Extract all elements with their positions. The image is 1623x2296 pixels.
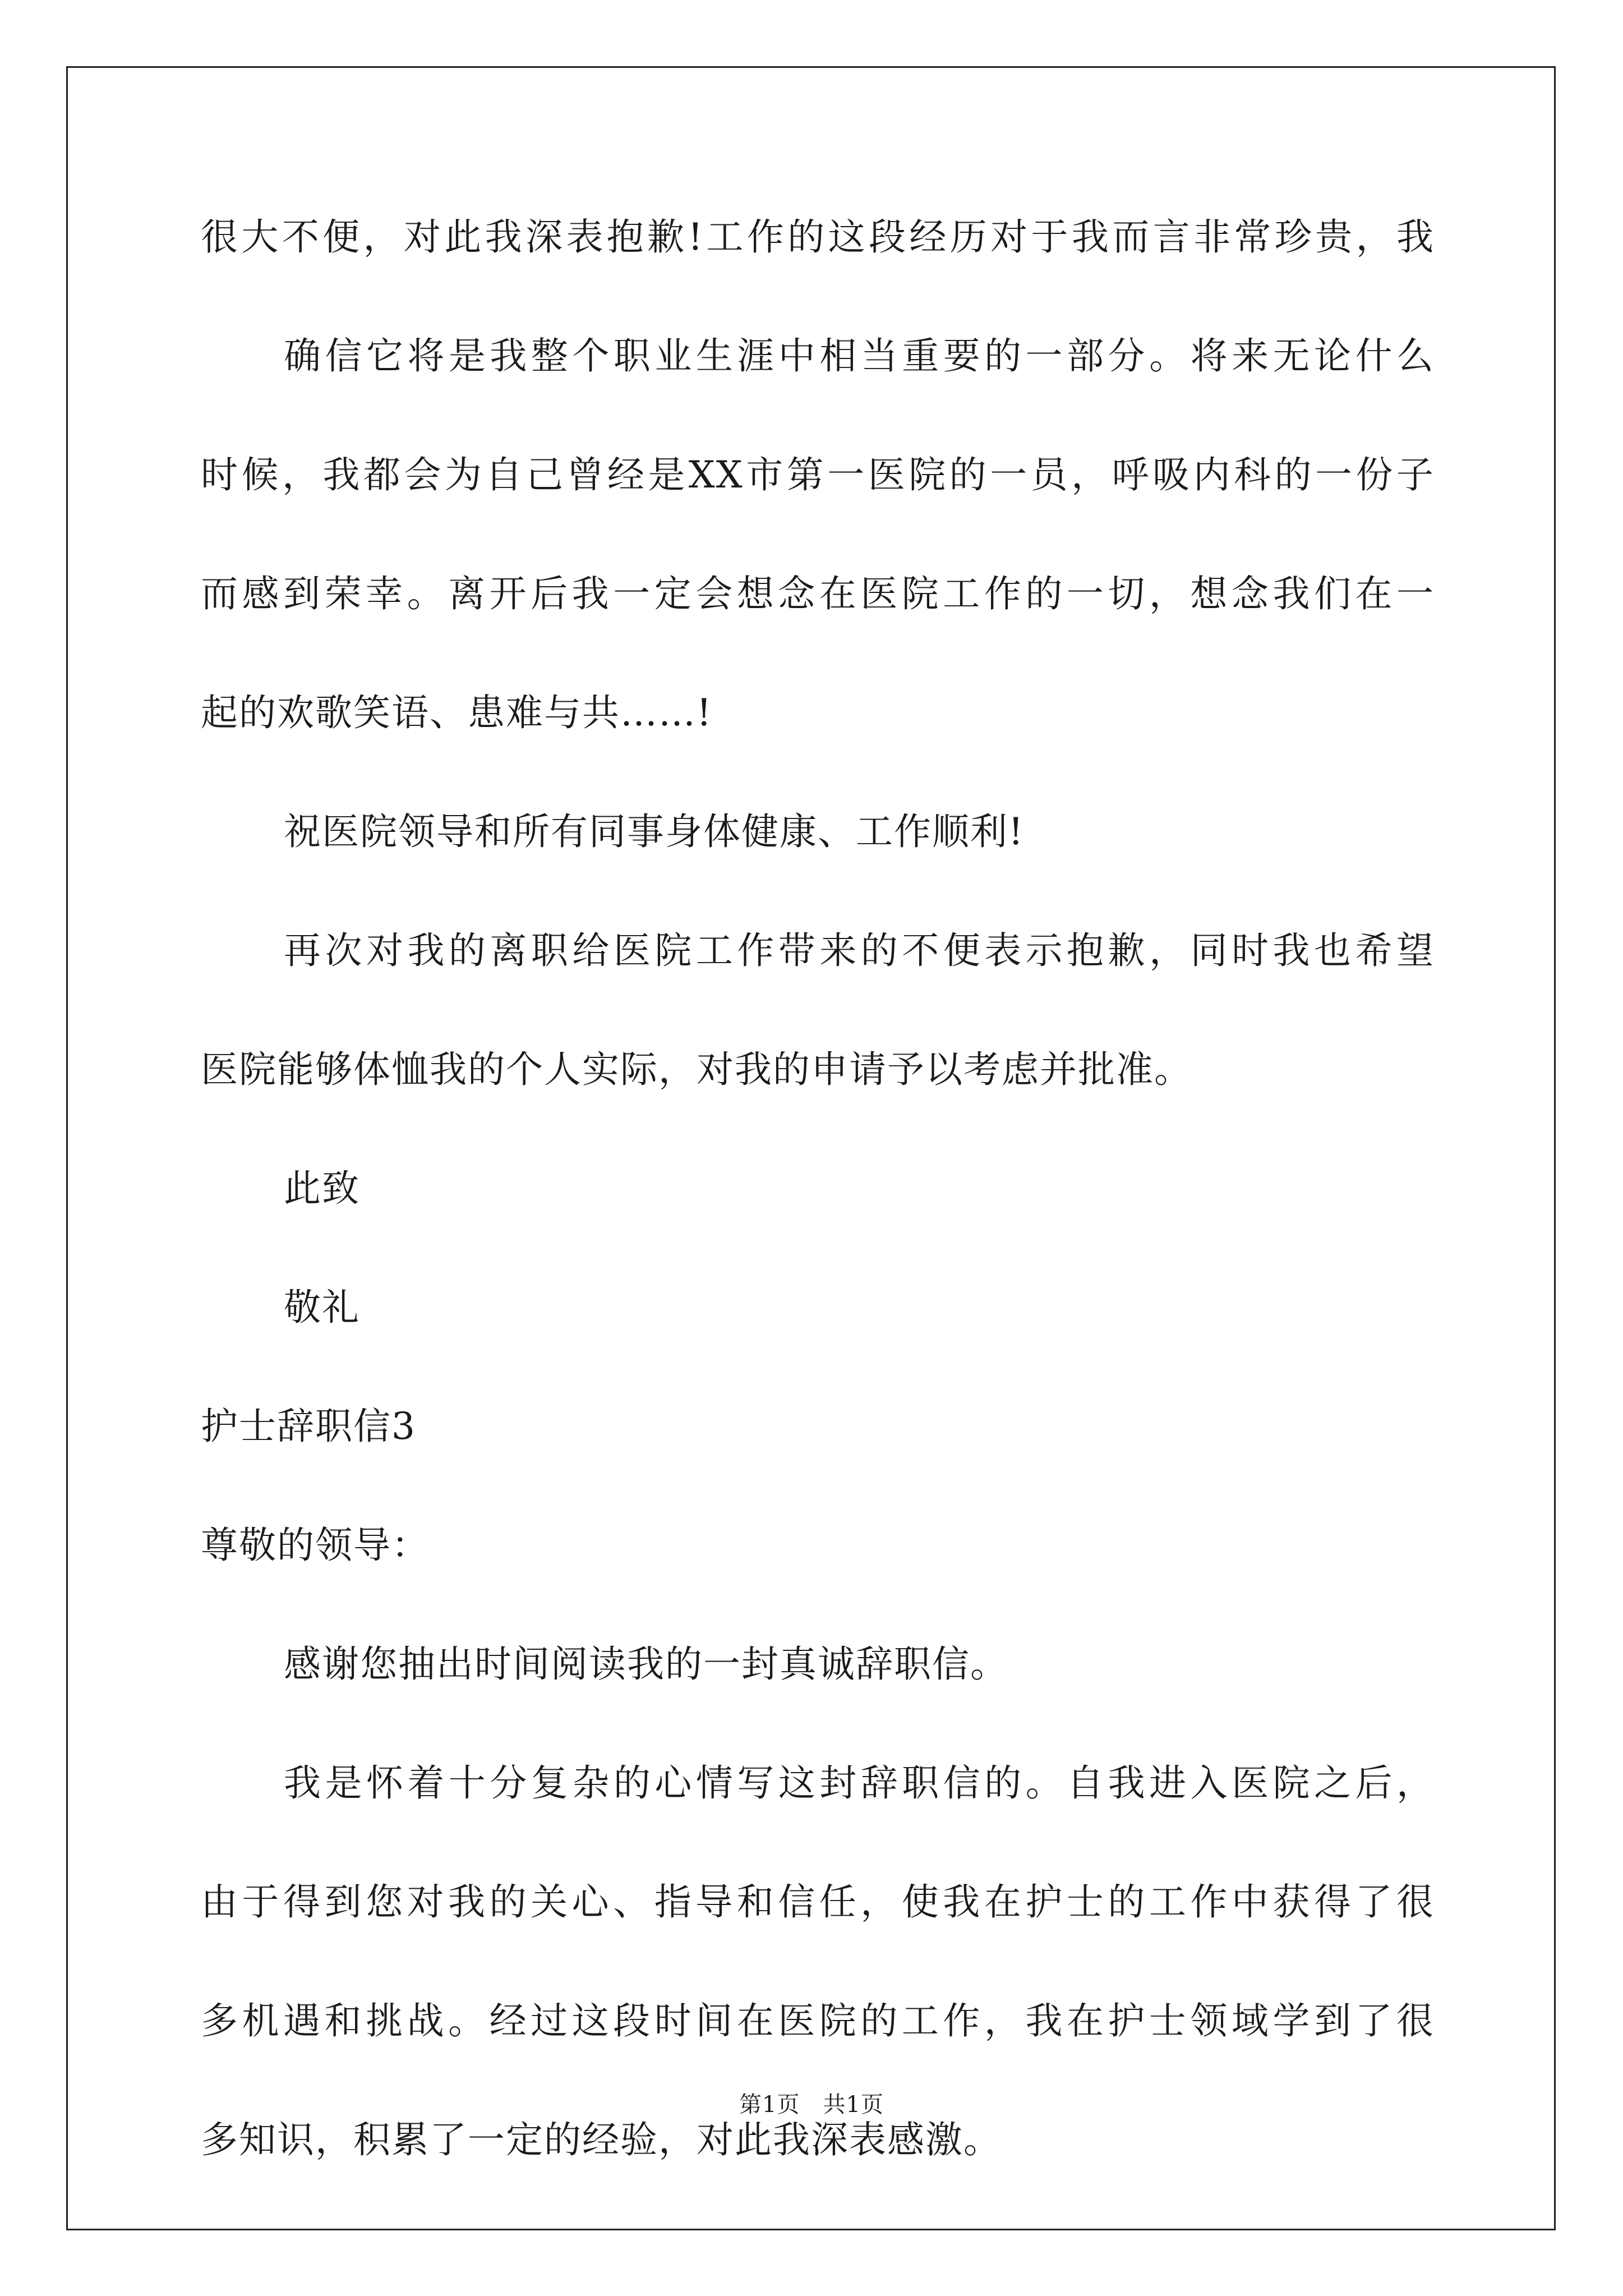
paragraph-line: 时候，我都会为自己曾经是XX市第一医院的一员，呼吸内科的一份子 [201,453,1435,496]
paragraph-line: 确信它将是我整个职业生涯中相当重要的一部分。将来无论什么 [284,334,1435,378]
closing-salutation: 此致 [284,1167,360,1210]
paragraph-line: 多知识，积累了一定的经验，对此我深表感激。 [201,2118,1002,2161]
page-number: 第1页 共1页 [739,2092,884,2118]
paragraph-line: 感谢您抽出时间阅读我的一封真诚辞职信。 [284,1642,1008,1686]
section-heading: 护士辞职信3 [201,1405,416,1448]
paragraph-line: 起的欢歌笑语、患难与共……! [201,691,713,734]
paragraph-line: 祝医院领导和所有同事身体健康、工作顺利! [284,810,1025,853]
paragraph-line: 很大不便，对此我深表抱歉!工作的这段经历对于我而言非常珍贵，我 [201,215,1435,259]
closing-salutation: 敬礼 [284,1286,360,1329]
paragraph-line: 由于得到您对我的关心、指导和信任，使我在护士的工作中获得了很 [201,1880,1435,1924]
letter-greeting: 尊敬的领导： [201,1524,430,1567]
paragraph-line: 而感到荣幸。离开后我一定会想念在医院工作的一切，想念我们在一 [201,572,1435,615]
paragraph-line: 我是怀着十分复杂的心情写这封辞职信的。自我进入医院之后， [284,1761,1435,1805]
paragraph-line: 再次对我的离职给医院工作带来的不便表示抱歉，同时我也希望 [284,929,1435,972]
paragraph-line: 医院能够体恤我的个人实际，对我的申请予以考虑并批准。 [201,1048,1192,1091]
paragraph-line: 多机遇和挑战。经过这段时间在医院的工作，我在护士领域学到了很 [201,1999,1435,2042]
